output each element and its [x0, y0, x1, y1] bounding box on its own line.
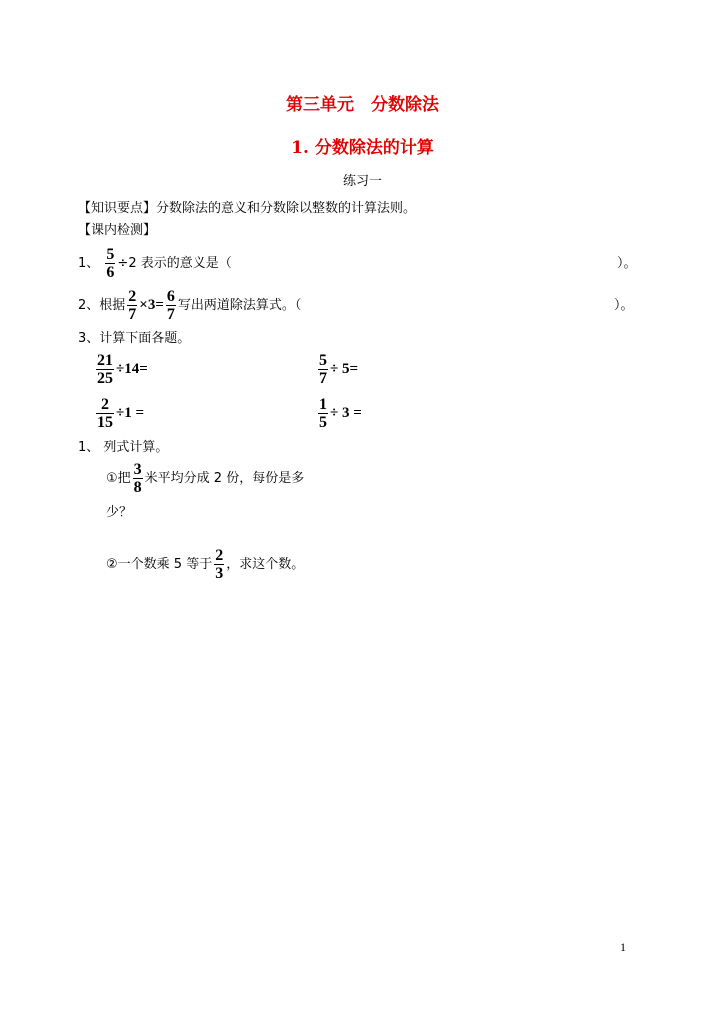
q3-item-2-denominator: 7 — [319, 370, 327, 387]
q4-sub-1-numerator: 3 — [133, 461, 142, 478]
question-3: 3、计算下面各题。 — [78, 331, 191, 346]
q2-fraction-2 — [166, 288, 176, 323]
q4-sub-2 — [106, 547, 304, 582]
q4-sub-1-cont: 少？ — [106, 505, 133, 520]
q3-item-1-denominator: 25 — [97, 370, 113, 387]
q2-f2-numerator: 6 — [166, 288, 175, 305]
q2-text: 写出两道除法算式。（ — [177, 298, 302, 313]
q3-item-4-numerator: 1 — [319, 396, 327, 413]
question-4: 1、 列式计算。 — [78, 440, 169, 455]
question-2 — [78, 288, 301, 323]
q3-item-3 — [94, 396, 144, 431]
q3-item-1-fraction — [96, 352, 114, 387]
q1-fraction — [105, 246, 115, 281]
q4-sub-1 — [106, 461, 304, 496]
q3-item-4-fraction — [318, 396, 328, 431]
q3-item-3-denominator: 15 — [97, 414, 113, 431]
exercise-label: 练习一 — [342, 174, 382, 189]
q4-sub-2-denominator: 3 — [215, 565, 224, 582]
lesson-title: 1. 分数除法的计算 — [291, 138, 434, 158]
knowledge-label: 【知识要点】 — [78, 201, 157, 216]
q4-sub-2-fraction — [214, 547, 224, 582]
q3-item-2-fraction — [318, 352, 328, 387]
q4-sub-2-pre: ②一个数乘 5 等于 — [106, 557, 213, 572]
q2-prefix: 2、根据 — [78, 298, 126, 313]
q2-f1-denominator: 7 — [128, 306, 137, 323]
q1-close: ）。 — [617, 256, 637, 271]
q1-prefix: 1、 — [78, 256, 100, 271]
unit-title: 第三单元 分数除法 — [286, 95, 439, 115]
q4-sub-2-numerator: 2 — [215, 547, 224, 564]
q3-item-4-expr: ÷ 3 = — [330, 405, 362, 421]
q2-close: ）。 — [614, 298, 634, 313]
q3-item-2-expr: ÷ 5= — [330, 361, 359, 377]
q2-operator: ×3= — [139, 297, 164, 313]
q1-numerator: 5 — [106, 246, 115, 263]
q3-item-1-expr: ÷14= — [116, 361, 148, 377]
q3-item-2-numerator: 5 — [319, 352, 327, 369]
page-number: 1 — [620, 940, 626, 954]
q3-item-3-expr: ÷1 = — [116, 405, 145, 421]
q4-sub-1-denominator: 8 — [133, 479, 142, 496]
q2-f2-denominator: 7 — [166, 306, 175, 323]
q4-sub-2-post: ，求这个数。 — [226, 557, 305, 572]
q4-sub-1-fraction — [133, 461, 143, 496]
q3-item-4 — [316, 396, 362, 431]
q1-text: ÷2 表示的意义是（ — [117, 256, 232, 271]
q1-denominator: 6 — [106, 264, 115, 281]
knowledge-points — [78, 199, 416, 219]
q4-sub-1-post: 米平均分成 2 份，每份是多 — [144, 471, 305, 486]
q4-sub-1-pre: ①把 — [106, 471, 131, 486]
knowledge-text: 分数除法的意义和分数除以整数的计算法则。 — [156, 201, 417, 216]
q3-item-4-denominator: 5 — [319, 414, 327, 431]
q3-item-2 — [316, 352, 358, 387]
q3-item-1-numerator: 21 — [97, 352, 113, 369]
q3-item-1 — [94, 352, 148, 387]
q2-f1-numerator: 2 — [128, 288, 137, 305]
question-1 — [78, 246, 232, 281]
q2-fraction-1 — [127, 288, 137, 323]
check-label: 【课内检测】 — [78, 223, 157, 238]
q3-item-3-fraction — [96, 396, 114, 431]
q3-item-3-numerator: 2 — [101, 396, 109, 413]
